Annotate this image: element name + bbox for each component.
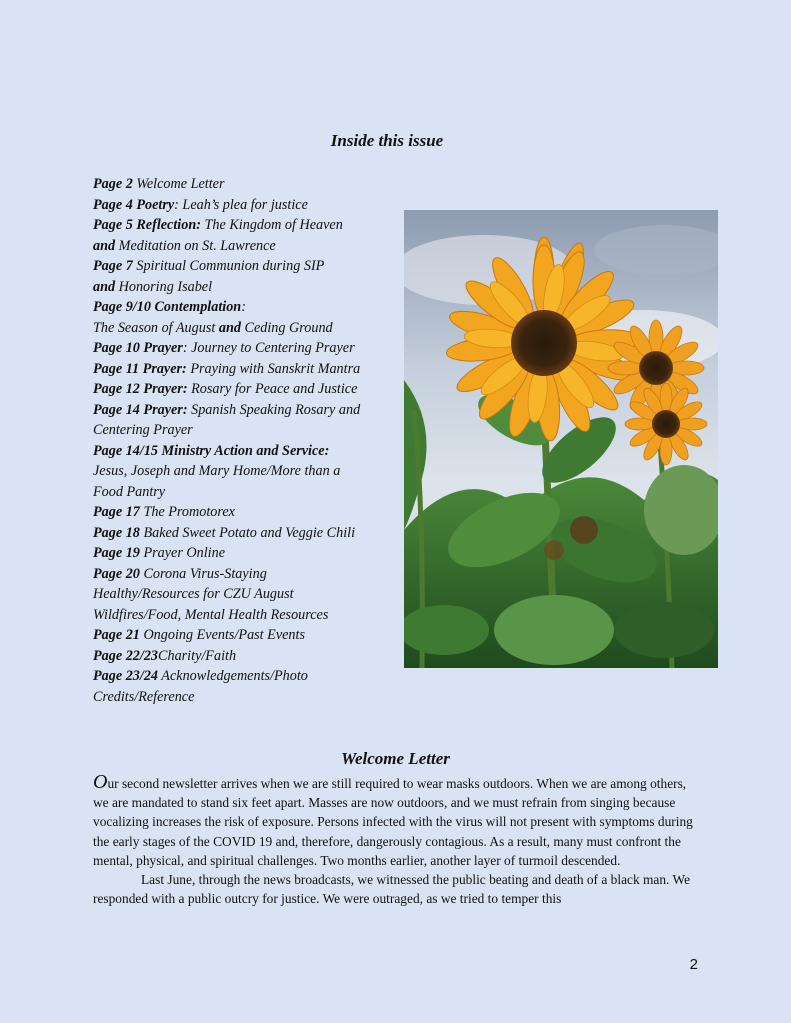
welcome-paragraph-2: Last June, through the news broadcasts, we witnessed the public beating and death of a black man. We responded with a public outcry for justice. We were outraged, as we tried to temper this [93, 872, 691, 907]
toc-line: Food Pantry [93, 483, 166, 500]
toc-title: Inside this issue [330, 131, 444, 150]
toc-line: Healthy/Resources for CZU August [93, 586, 294, 602]
toc-line: Page 23/24 Acknowledgements/Photo [93, 668, 308, 684]
sunflower-illustration [404, 210, 718, 668]
toc-line: Jesus, Joseph and Mary Home/More than a [93, 463, 341, 479]
toc-line: Page 22/23Charity/Faith [93, 647, 237, 664]
welcome-letter-title: Welcome Letter [341, 749, 450, 768]
toc-line: Page 11 Prayer: Praying with Sanskrit Mantra [93, 360, 361, 377]
toc-line: Page 14 Prayer: Spanish Speaking Rosary and [93, 401, 361, 418]
toc-line: Page 2 Welcome Letter [93, 176, 225, 192]
toc-line: Page 10 Prayer: Journey to Centering Prayer [93, 340, 355, 356]
welcome-letter-body [93, 771, 705, 908]
toc-line: Page 21 Ongoing Events/Past Events [93, 627, 305, 643]
toc-line: Page 7 Spiritual Communion during SIP [93, 258, 325, 274]
toc-line: Page 12 Prayer: Rosary for Peace and Justice [93, 381, 358, 397]
toc-line: Page 5 Reflection: The Kingdom of Heaven [93, 217, 343, 233]
toc-line: Page 20 Corona Virus-Staying [93, 565, 267, 582]
toc-line: and Meditation on St. Lawrence [93, 237, 276, 254]
toc-line: Page 14/15 Ministry Action and Service: [93, 442, 330, 459]
drop-cap: O [93, 771, 108, 793]
toc-line: Credits/Reference [93, 688, 195, 705]
sunflower-photo [404, 210, 718, 668]
welcome-paragraph-1: Our second newsletter arrives when we are still required to wear masks outdoors. When we are among others, we are mandated to stand six feet apart. Masses are now outdoors, and we must refrain from singing because vocalizing increases the risk of exposure. Persons infected with the virus will not present with symptoms during the early stages of the COVID 19 and, therefore, dangerously contagious. As a result, many must confront the mental, physical, and spiritual challenges. Two months earlier, another layer of turmoil descended. [93, 771, 693, 868]
table-of-contents [93, 174, 403, 707]
toc-line: Page 18 Baked Sweet Potato and Veggie Chili [93, 524, 356, 541]
toc-line: Centering Prayer [93, 422, 193, 438]
toc-line: and Honoring Isabel [93, 278, 213, 295]
page-number: 2 [689, 956, 698, 973]
toc-line: Page 17 The Promotorex [93, 504, 235, 520]
toc-line: Page 4 Poetry: Leah’s plea for justice [93, 196, 308, 213]
toc-line: The Season of August and Ceding Ground [93, 319, 333, 336]
toc-line: Page 9/10 Contemplation: [93, 299, 246, 315]
toc-line: Wildfires/Food, Mental Health Resources [93, 606, 329, 623]
toc-line: Page 19 Prayer Online [93, 545, 225, 561]
